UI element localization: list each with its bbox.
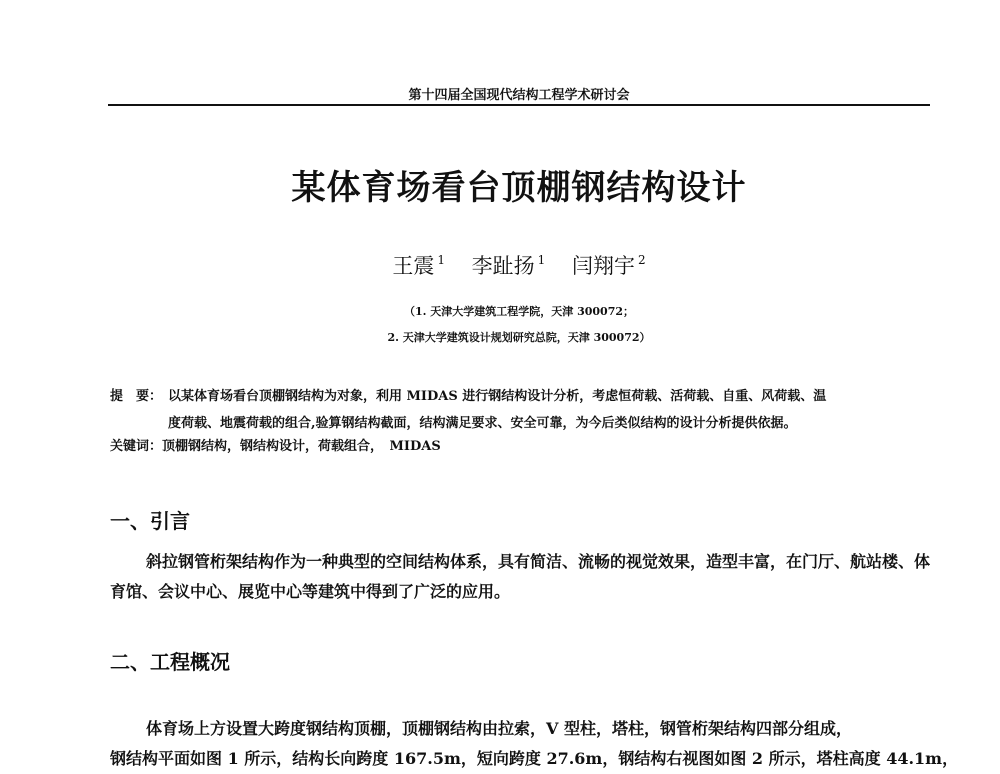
introduction-paragraph: 斜拉钢管桁架结构作为一种典型的空间结构体系，具有简洁、流畅的视觉效果，造型丰富，在门厅、航站楼、体育馆、会议中心、展览中心等建筑中得到了广泛的应用。	[110, 552, 931, 601]
abstract-text-1: 以某体育场看台顶棚钢结构为对象，利用 MIDAS 进行钢结构设计分析，考虑恒荷载、活荷载、自重、风荷载、温	[168, 389, 827, 404]
paragraph-line-2: 钢结构平面如图 1 所示，结构长向跨度 167.5m，短向跨度 27.6m，钢结构右视图如图 2 所示，塔柱高度 44.1m，	[110, 749, 959, 768]
keywords-text: 顶棚钢结构，钢结构设计，荷载组合， MIDAS	[162, 439, 441, 454]
author-name: 闫翔宇	[572, 254, 635, 278]
conference-header: 第十四届全国现代结构工程学术研讨会	[408, 88, 630, 103]
author-name: 王震	[392, 254, 435, 278]
author-affiliation-mark: 2	[638, 253, 646, 267]
author-name: 李趾扬	[471, 254, 535, 278]
header-rule	[108, 104, 930, 106]
keywords	[110, 437, 932, 457]
section-heading-introduction: 一、引言	[110, 509, 190, 533]
abstract-line-2: 度荷载、地震荷载的组合,验算钢结构截面，结构满足要求、安全可靠，为今后类似结构的设计分析提供依据。	[168, 416, 797, 431]
author-3	[572, 254, 646, 278]
keywords-label: 关键词：	[110, 439, 163, 454]
project-overview-paragraph	[110, 714, 959, 774]
author-affiliation-mark: 1	[437, 253, 445, 267]
paper-title: 某体育场看台顶棚钢结构设计	[291, 168, 747, 208]
author-1	[392, 254, 445, 278]
author-2	[472, 254, 546, 278]
abstract-line-1	[110, 383, 932, 410]
paragraph-line-1: 体育场上方设置大跨度钢结构顶棚，顶棚钢结构由拉索，V 型柱，塔柱，钢管桁架结构四部分组成，	[146, 719, 852, 738]
affiliation-1: （1. 天津大学建筑工程学院，天津 300072；	[403, 305, 635, 318]
abstract-label: 提 要：	[110, 389, 163, 404]
section-heading-project-overview: 二、工程概况	[110, 650, 230, 674]
author-affiliation-mark: 1	[537, 253, 546, 267]
abstract	[110, 383, 932, 437]
affiliation-2: 2. 天津大学建筑设计规划研究总院，天津 300072）	[387, 331, 651, 344]
author-list	[108, 250, 930, 280]
